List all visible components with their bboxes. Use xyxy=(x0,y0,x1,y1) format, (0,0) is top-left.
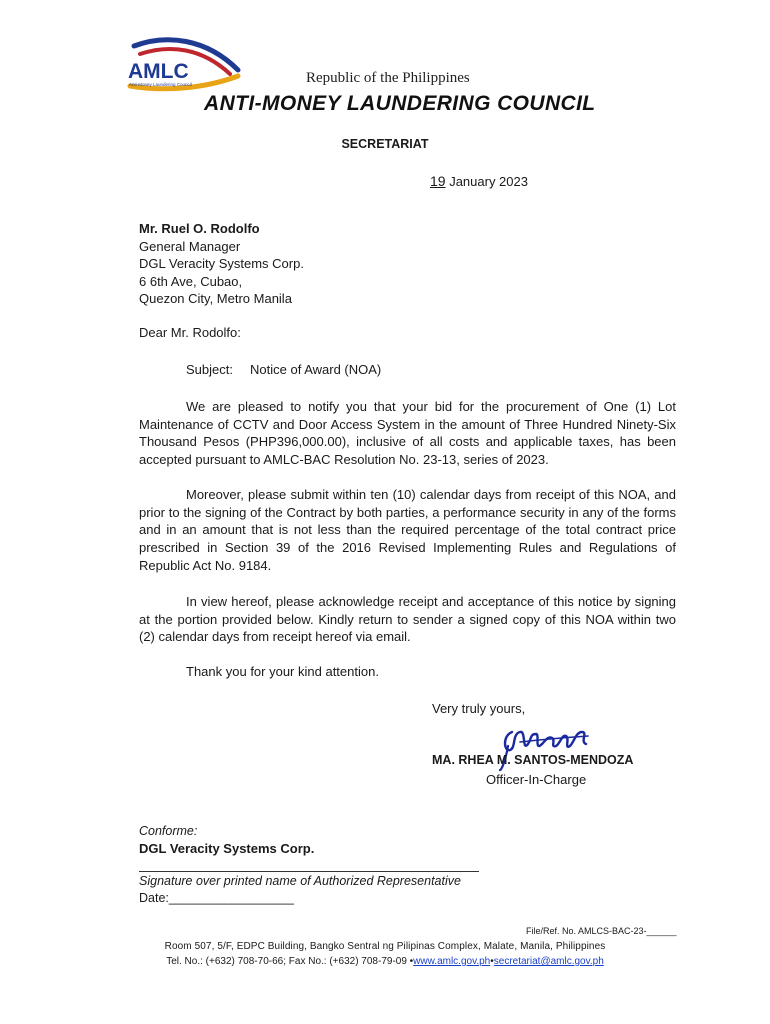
svg-text:AMLC: AMLC xyxy=(128,60,189,83)
subject-text: Notice of Award (NOA) xyxy=(250,362,382,377)
addressee-company: DGL Veracity Systems Corp. xyxy=(139,256,304,272)
signer-name: MA. RHEA M. SANTOS-MENDOZA xyxy=(432,753,634,767)
salutation: Dear Mr. Rodolfo: xyxy=(139,325,241,340)
email-link[interactable]: secretariat@amlc.gov.ph xyxy=(493,956,604,967)
footer-separator: • xyxy=(490,956,494,967)
svg-text:Anti-Money Laundering Council: Anti-Money Laundering Council xyxy=(129,82,192,87)
date-month-year: January 2023 xyxy=(445,174,528,189)
secretariat-heading: SECRETARIAT xyxy=(341,137,429,151)
addressee-name: Mr. Ruel O. Rodolfo xyxy=(139,221,260,236)
council-heading: ANTI-MONEY LAUNDERING COUNCIL xyxy=(204,92,596,115)
website-link[interactable]: www.amlc.gov.ph xyxy=(413,956,491,967)
body-paragraph-2: Moreover, please submit within ten (10) calendar days from receipt of this NOA, and prior to the signing of the Contract by both parties, a performance security in any of the forms and in an amount that is not less than the required percentage of the total contract price prescribed in Section 39 of the 2016 Revised Implementing Rules and Regulations of Republic Act No. 9184. xyxy=(139,487,676,573)
body-paragraph-1: We are pleased to notify you that your bid for the procurement of One (1) Lot Maintenance of CCTV and Door Access System in the amount of Three Hundred Ninety-Six Thousand Pesos (PHP396,000.00), inclusive of all costs and applicable taxes, has been accepted pursuant to AMLC-BAC Resolution No. 23-13, series of 2023. xyxy=(139,399,676,468)
addressee-street: 6 6th Ave, Cubao, xyxy=(139,273,243,289)
subject-line xyxy=(186,362,381,377)
signer-position: Officer-In-Charge xyxy=(486,772,587,787)
addressee-title: General Manager xyxy=(139,238,241,254)
amlc-logo-graphic xyxy=(126,36,246,100)
addressee-block xyxy=(139,220,304,308)
signature-line xyxy=(139,871,479,872)
amlc-logo xyxy=(126,36,246,100)
body-paragraph-3: In view hereof, please acknowledge receipt and acceptance of this notice by signing at the portion provided below. Kindly return to sender a signed copy of this NOA within two (2) calendar days from receipt hereof via email. xyxy=(139,594,676,645)
footer-address: Room 507, 5/F, EDPC Building, Bangko Sentral ng Pilipinas Complex, Malate, Manila, Philippines xyxy=(164,941,606,952)
footer-contact xyxy=(0,956,770,967)
subject-label: Subject: xyxy=(186,362,233,377)
conforme-company: DGL Veracity Systems Corp. xyxy=(139,841,315,856)
conforme-date: Date:__________________ xyxy=(139,891,295,905)
republic-heading: Republic of the Philippines xyxy=(306,70,470,86)
addressee-city: Quezon City, Metro Manila xyxy=(139,291,292,307)
date-day: 19 xyxy=(430,173,446,189)
signature-caption: Signature over printed name of Authorized Representative xyxy=(139,874,461,888)
closing-line: Very truly yours, xyxy=(432,701,526,716)
thanks-line: Thank you for your kind attention. xyxy=(186,664,379,679)
file-reference: File/Ref. No. AMLCS-BAC-23-______ xyxy=(526,926,677,936)
footer-phone: Tel. No.: (+632) 708-70-66; Fax No.: (+632) 708-79-09 • xyxy=(166,956,414,967)
conforme-label: Conforme: xyxy=(139,824,198,838)
letter-date xyxy=(430,173,528,189)
